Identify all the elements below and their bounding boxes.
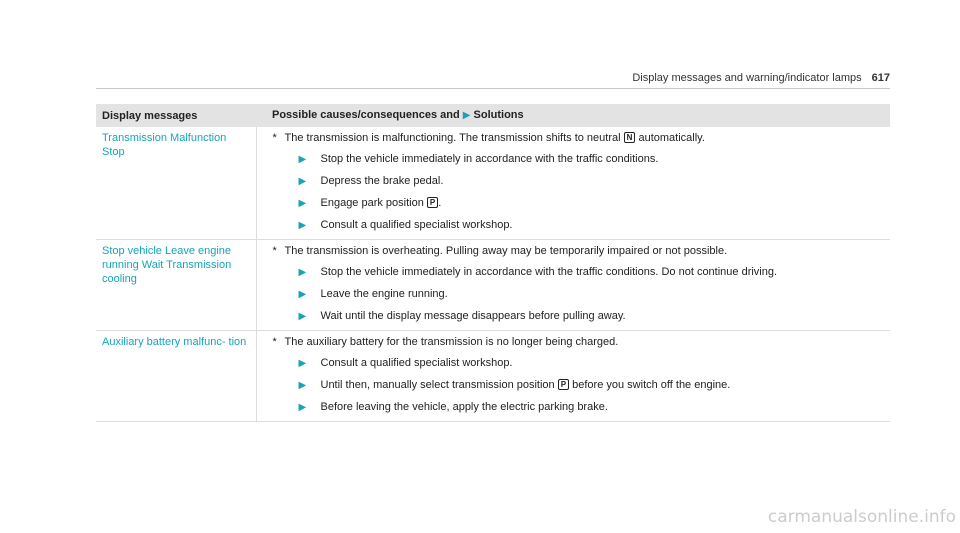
display-messages-table <box>96 104 890 422</box>
solution-step-text: Stop the vehicle immediately in accordance with the traffic conditions. <box>320 153 659 165</box>
table-row <box>96 127 890 240</box>
column-header-causes-solutions <box>256 104 890 127</box>
solution-step <box>299 287 885 302</box>
solution-step-text: Stop the vehicle immediately in accordance with the traffic conditions. Do not continue driving. <box>320 266 778 278</box>
solution-step-text-suffix: before you switch off the engine. <box>572 379 731 391</box>
solution-arrow-icon: ▶ <box>298 198 307 209</box>
column-header-causes-label: Possible causes/consequences and <box>272 109 460 121</box>
cause-asterisk: * <box>272 245 277 257</box>
solution-step <box>299 356 885 371</box>
table-row <box>96 240 890 331</box>
display-message-text: Stop vehicle Leave engine running Wait Transmission cooling <box>96 240 256 331</box>
watermark: carmanualsonline.info <box>767 507 956 527</box>
solution-step <box>299 218 885 233</box>
cause-asterisk: * <box>272 336 277 348</box>
solution-step-text: Leave the engine running. <box>320 288 448 300</box>
solution-step <box>299 265 885 280</box>
causes-solutions-cell <box>256 127 890 240</box>
solution-step-text: Wait until the display message disappears before pulling away. <box>320 310 626 322</box>
display-message-text: Transmission Malfunction Stop <box>96 127 256 240</box>
cause-description: The transmission is malfunctioning. The transmission shifts to neutral <box>284 132 621 144</box>
solution-arrow-icon: ▶ <box>298 267 307 278</box>
solution-step <box>299 378 885 393</box>
causes-solutions-cell <box>256 240 890 331</box>
cause-asterisk: * <box>272 132 277 144</box>
cause-text <box>273 244 885 258</box>
solution-step <box>299 400 885 415</box>
solution-step <box>299 309 885 324</box>
cause-description-suffix: automatically. <box>638 132 705 144</box>
page-number: 617 <box>871 72 890 84</box>
solution-step <box>299 152 885 167</box>
page-header-title: Display messages and warning/indicator lamps <box>632 72 862 84</box>
solution-arrow-icon: ▶ <box>298 358 307 369</box>
gear-p-key-icon: P <box>558 379 569 390</box>
solution-step <box>299 196 885 211</box>
solution-arrow-icon: ▶ <box>462 110 471 121</box>
solution-step-text: Before leaving the vehicle, apply the electric parking brake. <box>320 401 608 413</box>
page-header <box>96 72 890 89</box>
solution-arrow-icon: ▶ <box>298 289 307 300</box>
solution-step-text: Until then, manually select transmission position <box>320 379 555 391</box>
solution-step-text-suffix: . <box>438 197 442 209</box>
cause-text <box>273 131 885 145</box>
solution-step-text: Engage park position <box>320 197 424 209</box>
gear-p-key-icon: P <box>427 197 438 208</box>
solution-step <box>299 174 885 189</box>
column-header-display-messages: Display messages <box>96 104 256 127</box>
cause-description: The transmission is overheating. Pulling away may be temporarily impaired or not possible. <box>284 245 728 257</box>
solution-arrow-icon: ▶ <box>298 154 307 165</box>
cause-text <box>273 335 885 349</box>
solution-arrow-icon: ▶ <box>298 220 307 231</box>
solution-arrow-icon: ▶ <box>298 402 307 413</box>
table-header-row <box>96 104 890 127</box>
cause-description: The auxiliary battery for the transmission is no longer being charged. <box>284 336 619 348</box>
causes-solutions-cell <box>256 331 890 422</box>
solution-step-text: Consult a qualified specialist workshop. <box>320 357 513 369</box>
gear-n-key-icon: N <box>624 132 636 143</box>
display-message-text: Auxiliary battery malfunc- tion <box>96 331 256 422</box>
solution-arrow-icon: ▶ <box>298 176 307 187</box>
column-header-solutions-label: Solutions <box>473 109 524 121</box>
solution-step-text: Depress the brake pedal. <box>320 175 444 187</box>
table-row <box>96 331 890 422</box>
solution-step-text: Consult a qualified specialist workshop. <box>320 219 513 231</box>
solution-arrow-icon: ▶ <box>298 380 307 391</box>
solution-arrow-icon: ▶ <box>298 311 307 322</box>
